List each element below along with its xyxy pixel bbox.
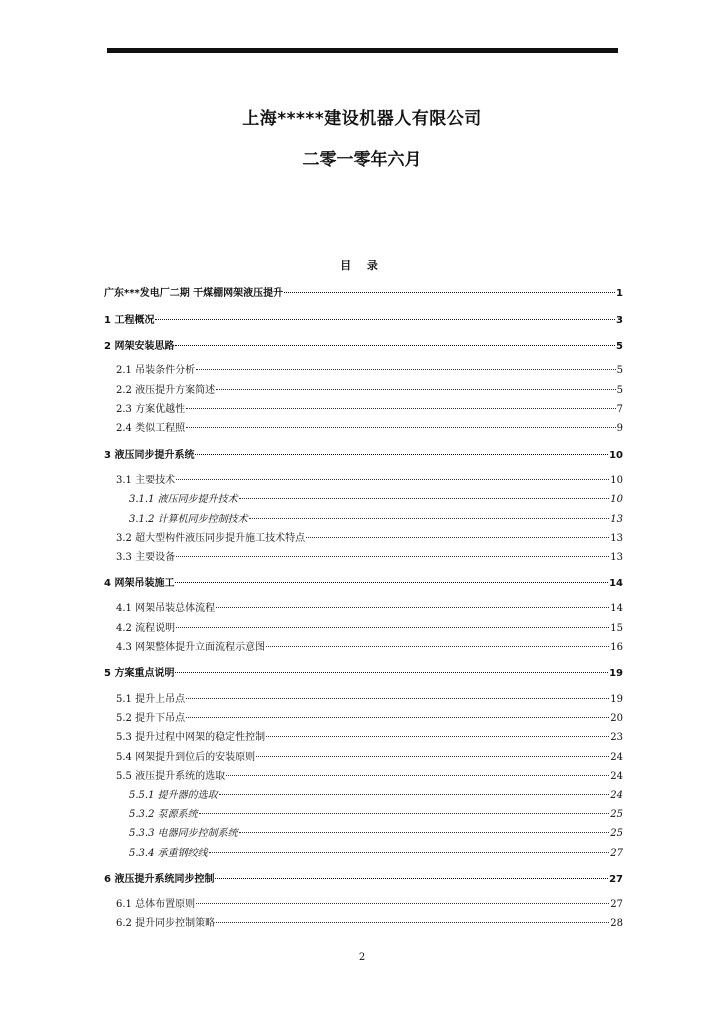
toc-leader-dots xyxy=(266,646,609,647)
toc-leader-dots xyxy=(216,922,609,923)
toc-entry-title: 3.3 主要设备 xyxy=(116,552,176,563)
toc-entry-title: 6.1 总体布置原则 xyxy=(116,899,196,910)
toc-entry[interactable] xyxy=(116,529,623,543)
header-rule xyxy=(107,48,618,53)
toc-entry-page: 10 xyxy=(610,475,623,486)
toc-entry-title: 3.1 主要技术 xyxy=(116,475,176,486)
toc-entry-page: 28 xyxy=(610,918,623,929)
toc-entry[interactable] xyxy=(116,419,623,433)
toc-entry[interactable] xyxy=(129,490,623,504)
toc-entry-page: 27 xyxy=(609,874,623,885)
toc-leader-dots xyxy=(215,878,608,879)
toc-entry-page: 10 xyxy=(609,450,623,461)
toc-entry-title: 1 工程概况 xyxy=(104,315,155,326)
toc-entry[interactable] xyxy=(116,400,623,414)
toc-entry[interactable] xyxy=(104,870,623,884)
toc-leader-dots xyxy=(256,756,609,757)
toc-entry-page: 10 xyxy=(610,494,623,505)
toc-entry-title: 4 网架吊装施工 xyxy=(104,578,175,589)
toc-entry-title: 4.1 网架吊装总体流程 xyxy=(116,603,216,614)
toc-entry-page: 13 xyxy=(610,552,623,563)
toc-entry-page: 25 xyxy=(610,828,623,839)
toc-leader-dots xyxy=(186,408,616,409)
toc-entry-page: 16 xyxy=(610,642,623,653)
toc-entry-page: 13 xyxy=(610,514,623,525)
toc-entry-page: 27 xyxy=(610,848,623,859)
toc-entry[interactable] xyxy=(129,844,623,858)
toc-entry-page: 14 xyxy=(610,603,623,614)
toc-entry-title: 6.2 提升同步控制策略 xyxy=(116,918,216,929)
toc-entry-page: 7 xyxy=(616,404,623,415)
toc-entry[interactable] xyxy=(104,574,623,588)
toc-entry-title: 5.4 网架提升到位后的安装原则 xyxy=(116,752,256,763)
toc-entry-page: 1 xyxy=(616,288,623,299)
page-number: 2 xyxy=(358,952,366,963)
toc-entry[interactable] xyxy=(116,690,623,704)
toc-entry-page: 9 xyxy=(616,423,623,434)
toc-entry-title: 4.2 流程说明 xyxy=(116,623,176,634)
toc-heading: 目 录 xyxy=(340,259,384,272)
toc-entry[interactable] xyxy=(104,284,623,298)
toc-entry[interactable] xyxy=(116,914,623,928)
toc-leader-dots xyxy=(186,427,616,428)
toc-entry[interactable] xyxy=(116,767,623,781)
toc-entry-title: 5.5.1 提升器的选取 xyxy=(129,790,218,801)
toc-leader-dots xyxy=(196,903,609,904)
company-name: 上海*****建设机器人有限公司 xyxy=(242,109,482,129)
toc-entry-page: 27 xyxy=(610,899,623,910)
toc-entry-page: 13 xyxy=(610,533,623,544)
toc-entry-title: 5.1 提升上吊点 xyxy=(116,694,186,705)
toc-entry-page: 5 xyxy=(616,385,623,396)
toc-leader-dots xyxy=(199,813,610,814)
toc-entry[interactable] xyxy=(116,748,623,762)
toc-entry[interactable] xyxy=(104,311,623,325)
toc-leader-dots xyxy=(186,698,609,699)
toc-entry-page: 3 xyxy=(616,315,623,326)
toc-entry-title: 3.2 超大型构件液压同步提升施工技术特点 xyxy=(116,533,306,544)
toc-leader-dots xyxy=(266,736,609,737)
toc-entry-title: 2.2 液压提升方案简述 xyxy=(116,385,216,396)
toc-entry-page: 25 xyxy=(610,809,623,820)
toc-leader-dots xyxy=(175,582,608,583)
toc-entry[interactable] xyxy=(104,664,623,678)
toc-leader-dots xyxy=(196,369,616,370)
toc-entry[interactable] xyxy=(104,337,623,351)
toc-entry[interactable] xyxy=(116,471,623,485)
toc-entry[interactable] xyxy=(116,381,623,395)
toc-entry-title: 4.3 网架整体提升立面流程示意图 xyxy=(116,642,266,653)
toc-entry[interactable] xyxy=(116,638,623,652)
toc-entry-page: 14 xyxy=(609,578,623,589)
toc-entry-page: 20 xyxy=(610,713,623,724)
toc-entry[interactable] xyxy=(116,599,623,613)
toc-entry-title: 2 网架安装思路 xyxy=(104,341,175,352)
toc-entry[interactable] xyxy=(116,728,623,742)
toc-entry-page: 19 xyxy=(610,694,623,705)
toc-leader-dots xyxy=(219,794,610,795)
toc-entry-title: 2.1 吊装条件分析 xyxy=(116,365,196,376)
toc-entry-page: 5 xyxy=(616,341,623,352)
toc-entry[interactable] xyxy=(116,709,623,723)
toc-entry-title: 5.3.4 承重钢绞线 xyxy=(129,848,208,859)
toc-entry[interactable] xyxy=(116,548,623,562)
toc-entry[interactable] xyxy=(116,619,623,633)
toc-leader-dots xyxy=(306,537,609,538)
toc-leader-dots xyxy=(155,319,615,320)
toc-entry-title: 5.3.2 泵源系统 xyxy=(129,809,198,820)
toc-leader-dots xyxy=(186,717,609,718)
toc-entry[interactable] xyxy=(104,446,623,460)
toc-leader-dots xyxy=(209,852,610,853)
toc-entry-title: 3 液压同步提升系统 xyxy=(104,450,195,461)
toc-entry-page: 24 xyxy=(610,752,623,763)
toc-entry-page: 24 xyxy=(610,771,623,782)
toc-entry-page: 5 xyxy=(616,365,623,376)
toc-entry[interactable] xyxy=(129,805,623,819)
toc-entry-title: 5.3.3 电器同步控制系统 xyxy=(129,828,238,839)
toc-entry[interactable] xyxy=(116,361,623,375)
toc-entry[interactable] xyxy=(129,824,623,838)
toc-entry-page: 15 xyxy=(610,623,623,634)
toc-entry-page: 23 xyxy=(610,732,623,743)
toc-entry-title: 广东***发电厂二期 干煤棚网架液压提升 xyxy=(104,288,284,299)
toc-leader-dots xyxy=(226,775,609,776)
toc-leader-dots xyxy=(176,556,609,557)
toc-leader-dots xyxy=(249,518,610,519)
toc-entry-title: 3.1.1 液压同步提升技术 xyxy=(129,494,238,505)
toc-leader-dots xyxy=(239,832,610,833)
toc-entry-page: 19 xyxy=(609,668,623,679)
toc-leader-dots xyxy=(216,607,609,608)
toc-leader-dots xyxy=(175,672,608,673)
toc-entry-title: 3.1.2 计算机同步控制技术 xyxy=(129,514,248,525)
toc-entry-title: 2.4 类似工程照 xyxy=(116,423,186,434)
toc-leader-dots xyxy=(176,479,609,480)
toc-entry-title: 5.3 提升过程中网架的稳定性控制 xyxy=(116,732,266,743)
toc-leader-dots xyxy=(175,345,615,346)
toc-entry-title: 5.2 提升下吊点 xyxy=(116,713,186,724)
toc-leader-dots xyxy=(216,389,616,390)
toc-entry-page: 24 xyxy=(610,790,623,801)
toc-entry-title: 5 方案重点说明 xyxy=(104,668,175,679)
toc-entry-title: 6 液压提升系统同步控制 xyxy=(104,874,215,885)
document-date: 二零一零年六月 xyxy=(302,150,422,170)
toc-entry-title: 2.3 方案优越性 xyxy=(116,404,186,415)
toc-entry[interactable] xyxy=(129,786,623,800)
toc-leader-dots xyxy=(284,292,615,293)
toc-entry-title: 5.5 液压提升系统的选取 xyxy=(116,771,226,782)
toc-leader-dots xyxy=(176,627,609,628)
toc-leader-dots xyxy=(239,498,610,499)
toc-entry[interactable] xyxy=(116,895,623,909)
toc-leader-dots xyxy=(195,454,608,455)
toc-entry[interactable] xyxy=(129,510,623,524)
